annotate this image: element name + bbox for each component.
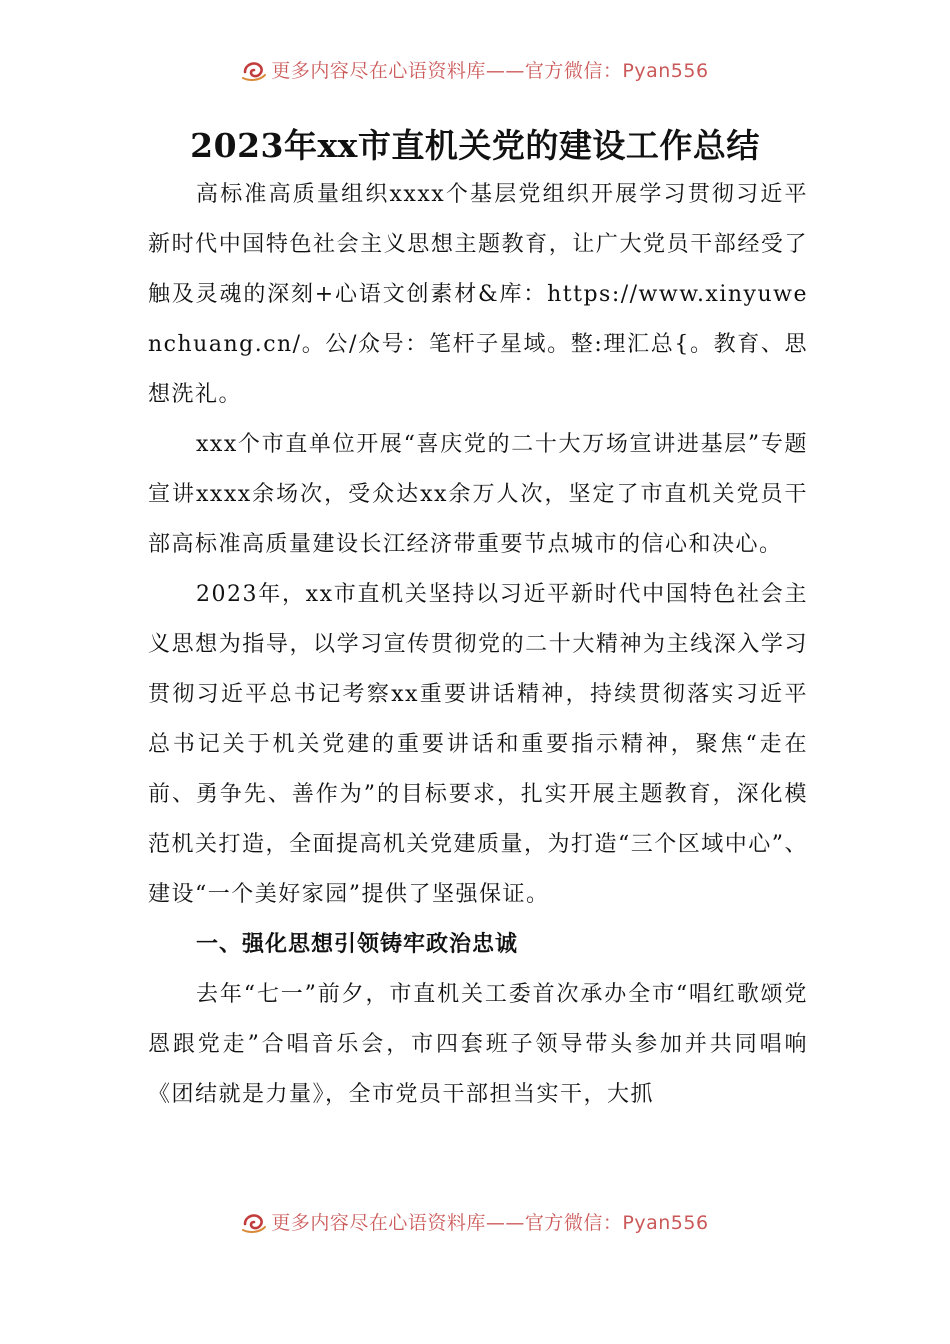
document-body xyxy=(148,170,808,1120)
watermark-header xyxy=(0,54,950,84)
section-paragraph: 去年“七一”前夕，市直机关工委首次承办全市“唱红歌颂党恩跟党走”合唱音乐会，市四套班子领导带头参加并共同唱响《团结就是力量》，全市党员干部担当实干，大抓 xyxy=(148,982,808,1107)
swirl-logo-icon xyxy=(241,58,267,82)
swirl-logo-icon xyxy=(241,1210,267,1234)
paragraph-1: 高标准高质量组织xxxx个基层党组织开展学习贯彻习近平新时代中国特色社会主义思想主题教育，让广大党员干部经受了触及灵魂的深刻+心语文创素材&库：https://www.xinyuwenchuang.cn/。公/众号：笔杆子星域。整:理汇总{。教育、思想洗礼。 xyxy=(148,182,808,407)
paragraph-2: xxx个市直单位开展“喜庆党的二十大万场宣讲进基层”专题宣讲xxxx余场次，受众达xx余万人次，坚定了市直机关党员干部高标准高质量建设长江经济带重要节点城市的信心和决心。 xyxy=(148,432,808,557)
page-title: 2023年xx市直机关党的建设工作总结 xyxy=(190,126,760,165)
section-heading: 一、强化思想引领铸牢政治忠诚 xyxy=(196,932,519,957)
watermark-text: 更多内容尽在心语资料库——官方微信：Pyan556 xyxy=(271,59,709,82)
watermark-footer xyxy=(0,1206,950,1236)
paragraph-3: 2023年，xx市直机关坚持以习近平新时代中国特色社会主义思想为指导，以学习宣传贯彻党的二十大精神为主线深入学习贯彻习近平总书记考察xx重要讲话精神，持续贯彻落实习近平总书记关于机关党建的重要讲话和重要指示精神，聚焦“走在前、勇争先、善作为”的目标要求，扎实开展主题教育，深化模范机关打造，全面提高机关党建质量，为打造“三个区域中心”、建设“一个美好家园”提供了坚强保证。 xyxy=(148,582,808,907)
watermark-text: 更多内容尽在心语资料库——官方微信：Pyan556 xyxy=(271,1211,709,1234)
